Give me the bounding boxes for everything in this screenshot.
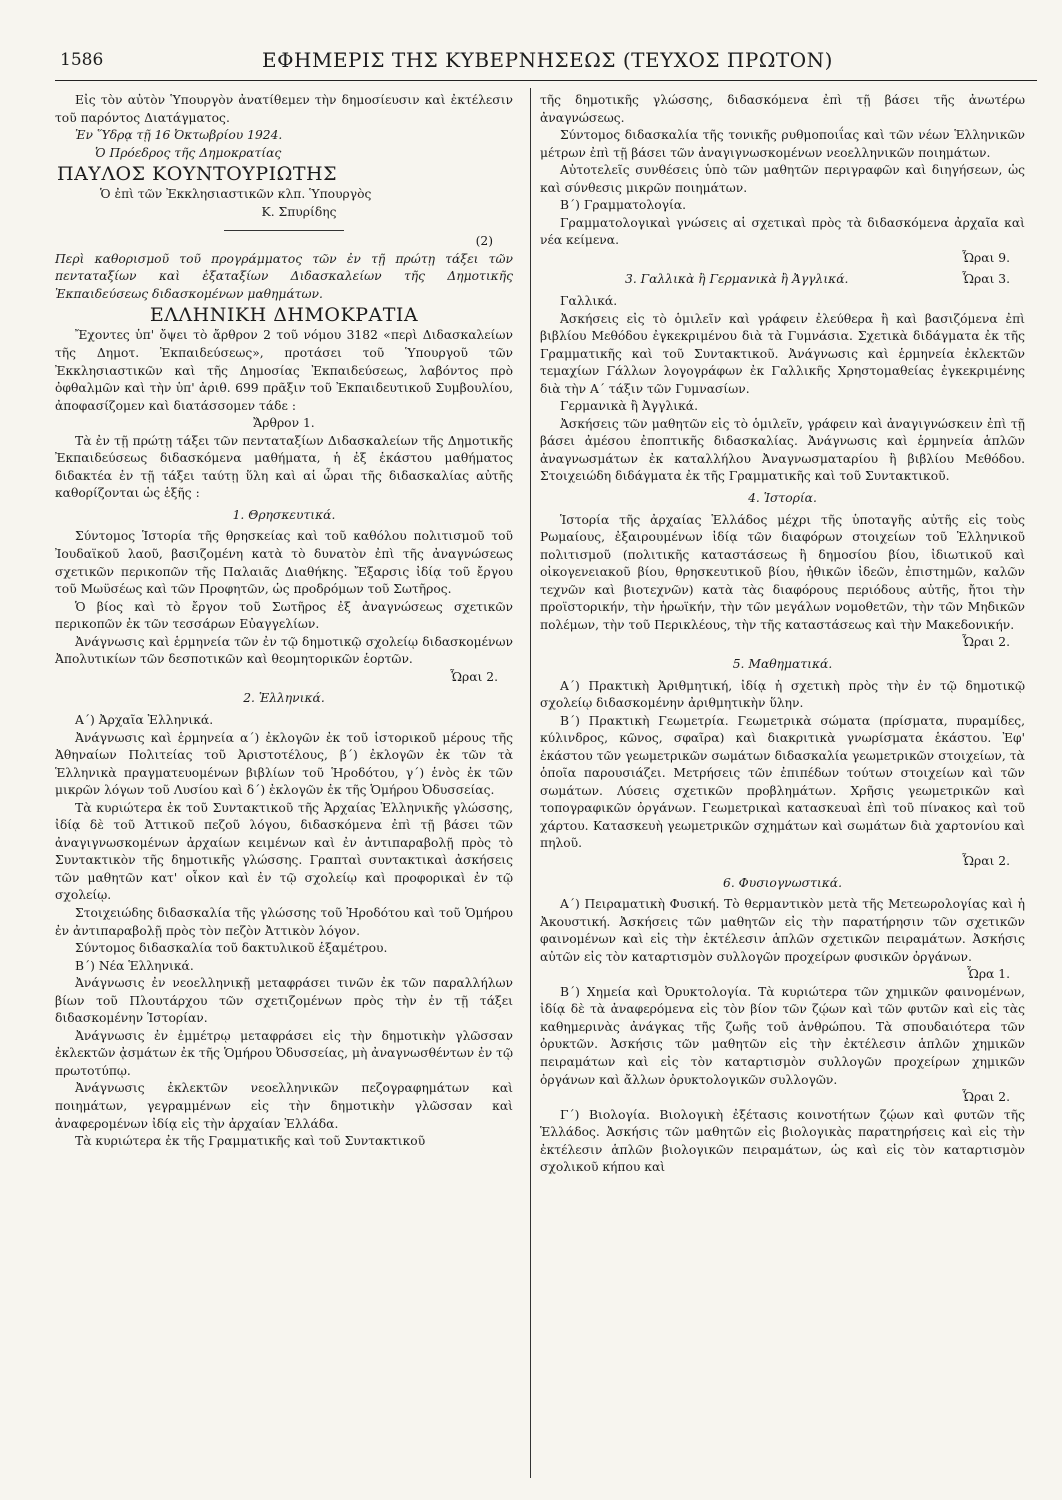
section-rule xyxy=(224,230,344,231)
decree-date: Ἐν Ὕδρᾳ τῇ 16 Ὀκτωβρίου 1924. xyxy=(75,128,283,143)
header-rule xyxy=(55,80,1037,81)
article-text: Τὰ ἐν τῇ πρώτῃ τάξει τῶν πενταταξίων Διδασκαλείων τῆς Δημοτικῆς Ἐκπαιδεύσεως διδασκόμενα μαθήματα, ἡ ἐξ ἑκάστου μαθήματος διδακτέα ἐν τῇ τάξει ταύτῃ ὕλη καὶ αἱ ὧραι τῆς διδασκαλίας αὐτῆς καθορίζονται ὡς ἑξῆς : xyxy=(55,433,513,501)
left-column xyxy=(55,92,513,1151)
continued-paragraph: τῆς δημοτικῆς γλώσσης, διδασκόμενα ἐπὶ τῇ βάσει τῆς ἀνωτέρω ἀναγνώσεως. xyxy=(540,93,1025,125)
literature-title: Β΄) Γραμματολογία. xyxy=(560,198,687,213)
decree-title: Περὶ καθορισμοῦ τοῦ προγράμματος τῶν ἐν τῇ πρώτῃ τάξει τῶν πενταταξίων καὶ ἑξαταξίων Διδασκαλείων τῆς Δημοτικῆς Ἐκπαιδεύσεως διδασκομένων μαθημάτων. xyxy=(55,251,513,301)
section-4-paragraph: Ἱστορία τῆς ἀρχαίας Ἑλλάδος μέχρι τῆς ὑποταγῆς αὐτῆς εἰς τοὺς Ρωμαίους, ἐξαιρουμένων ἰδίᾳ τῶν διαφόρων στοιχείων τοῦ Ἑλληνικοῦ πολιτισμοῦ (πολιτικῆς καταστάσεως ἢ δημοσίου βίου, ἰδιωτικοῦ καὶ οἰκογενειακοῦ βίου, θρησκευτικοῦ βίου, ἠθικῶν ἰδεῶν, ἐπιστημῶν, καλῶν τεχνῶν καὶ βιοτεχνῶν) κατὰ τὰς διαφόρους περιόδους αὐτῆς, ἤτοι τὴν προϊστορικήν, τὴν ἡρωϊκήν, τὴν τῶν μεγάλων νομοθετῶν, τὴν τῶν Μηδικῶν πολέμων, τὴν τοῦ Περικλέους, τὴν τῆς καταστάσεως καὶ τὴν Μακεδονικήν. xyxy=(540,512,1025,632)
column-divider xyxy=(530,88,531,1478)
section-4-hours: Ὧραι 2. xyxy=(962,635,1010,650)
republic-heading: ΕΛΛΗΝΙΚΗ ΔΗΜΟΚΡΑΤΙΑ xyxy=(149,304,419,327)
document-number: (2) xyxy=(475,234,493,249)
article-heading: Ἄρθρον 1. xyxy=(253,416,315,431)
french-title: Γαλλικά. xyxy=(560,294,618,309)
minister-title: Ὁ ἐπὶ τῶν Ἐκκλησιαστικῶν κλπ. Ὑπουργὸς xyxy=(100,187,372,202)
section-2b-paragraph-4: Τὰ κυριώτερα ἐκ τῆς Γραμματικῆς καὶ τοῦ Συντακτικοῦ xyxy=(75,1134,426,1149)
section-1-paragraph-1: Σύντομος Ἱστορία τῆς θρησκείας καὶ τοῦ καθόλου πολιτισμοῦ τοῦ Ἰουδαϊκοῦ λαοῦ, βασιζομένη κατὰ τὸ δυνατὸν ἐπὶ τῆς ἀναγνώσεως σχετικῶν περικοπῶν τῆς Παλαιᾶς Διαθήκης. Ἔξαρσις ἰδίᾳ τοῦ ἔργου τοῦ Μωϋσέως καὶ τῶν Προφητῶν, ὡς προδρόμων τοῦ Σωτῆρος. xyxy=(55,529,513,597)
german-english-title: Γερμανικὰ ἢ Ἀγγλικά. xyxy=(560,399,698,414)
section-2b-paragraph-2: Ἀνάγνωσις ἐν ἐμμέτρῳ μεταφράσει εἰς τὴν δημοτικὴν γλῶσσαν ἐκλεκτῶν ᾀσμάτων ἐκ τῆς Ὁμήρου Ὀδυσσείας, μὴ ἀναγνωσθέντων ἐν τῷ πρωτοτύπῳ. xyxy=(55,1028,513,1078)
section-2b-paragraph-3: Ἀνάγνωσις ἐκλεκτῶν νεοελληνικῶν πεζογραφημάτων καὶ ποιημάτων, γεγραμμένων εἰς τὴν δημοτικὴν γλῶσσαν καὶ ἀναφερομένων ἰδίᾳ εἰς τὴν ἀρχαίαν Ἑλλάδα. xyxy=(55,1081,513,1131)
running-title: ΕΦΗΜΕΡΙΣ ΤΗΣ ΚΥΒΕΡΝΗΣΕΩΣ (ΤΕΥΧΟΣ ΠΡΩΤΟΝ) xyxy=(262,48,833,72)
section-1-hours: Ὧραι 2. xyxy=(450,669,498,684)
french-paragraph: Ἀσκήσεις εἰς τὸ ὁμιλεῖν καὶ γράφειν ἐλεύθερα ἢ καὶ βασιζόμενα ἐπὶ βιβλίου Μεθόδου ἐγκεκριμένου διὰ τὰ Γυμνάσια. Σχετικὰ διδάγματα ἐκ τῆς Γραμματικῆς καὶ τοῦ Συντακτικοῦ. Ἀνάγνωσις καὶ ἑρμηνεία ἐκλεκτῶν τεμαχίων Γάλλων λογογράφων ἐκ Γαλλικῆς Χρηστομαθείας ἐγκεκριμένης διὰ τὴν Α΄ τάξιν τῶν Γυμνασίων. xyxy=(540,311,1025,396)
section-5b-paragraph: Β΄) Πρακτικὴ Γεωμετρία. Γεωμετρικὰ σώματα (πρίσματα, πυραμίδες, κύλινδρος, κῶνος, σφαῖρα) καὶ διακριτικὰ γνωρίσματα ἑκάστου. Ἐφ' ἑκάστου τῶν γεωμετρικῶν σωμάτων διδασκαλία γεωμετρικῶν στοιχείων, τὰ ὁποῖα παρουσιάζει. Μετρήσεις τῶν ἐπιπέδων τούτων στοιχείων καὶ τῶν σωμάτων. Λύσεις σχετικῶν προβλημάτων. Χρῆσις γεωμετρικῶν καὶ τοπογραφικῶν ὀργάνων. Γεωμετρικαὶ κατασκευαὶ ἐπὶ τοῦ πίνακος καὶ τοῦ χάρτου. Κατασκευὴ γεωμετρικῶν σχημάτων καὶ σωμάτων διὰ χαρτονίου καὶ πηλοῦ. xyxy=(540,713,1025,851)
section-2-title: 2. Ἑλληνικά. xyxy=(243,691,325,706)
section-5-title: 5. Μαθηματικά. xyxy=(732,656,833,671)
page-number: 1586 xyxy=(60,50,104,70)
closing-paragraph: Εἰς τὸν αὐτὸν Ὑπουργὸν ἀνατίθεμεν τὴν δημοσίευσιν καὶ ἐκτέλεσιν τοῦ παρόντος Διατάγματος. xyxy=(55,93,513,125)
president-name: ΠΑΥΛΟΣ ΚΟΥΝΤΟΥΡΙΩΤΗΣ xyxy=(57,163,338,186)
section-2b-paragraph-1: Ἀνάγνωσις ἐν νεοελληνικῇ μεταφράσει τινῶν ἐκ τῶν παραλλήλων βίων τοῦ Πλουτάρχου τῶν σχετιζομένων πρὸς τὴν ἐν τῇ τάξει διδασκομένην Ἱστορίαν. xyxy=(55,976,513,1026)
section-2a-paragraph-4: Σύντομος διδασκαλία τοῦ δακτυλικοῦ ἑξαμέτρου. xyxy=(75,941,388,956)
german-english-paragraph: Ἀσκήσεις τῶν μαθητῶν εἰς τὸ ὁμιλεῖν, γράφειν καὶ ἀναγιγνώσκειν ἐπὶ τῇ βάσει ἀμέσου ἐποπτικῆς διδασκαλίας. Ἀνάγνωσις καὶ ἑρμηνεία ἁπλῶν ἀναγνωσμάτων ἐκ καταλλήλου Ἀναγνωσματαρίου ἢ βιβλίου Μεθόδου. Στοιχειώδη διδάγματα ἐκ τῆς Γραμματικῆς καὶ τοῦ Συντακτικοῦ. xyxy=(540,416,1025,484)
section-6-title: 6. Φυσιογνωστικά. xyxy=(723,875,842,890)
section-4-title: 4. Ἱστορία. xyxy=(748,491,817,506)
minister-name: Κ. Σπυρίδης xyxy=(261,204,337,219)
section-6b-hours: Ὧραι 2. xyxy=(962,1090,1010,1105)
section-5a-paragraph: Α΄) Πρακτικὴ Ἀριθμητική, ἰδίᾳ ἡ σχετικὴ πρὸς τὴν ἐν τῷ δημοτικῷ σχολείῳ διδασκομένην ἀριθμητικὴν ὕλην. xyxy=(540,678,1025,711)
right-column xyxy=(540,92,1025,1177)
section-2b-title: Β΄) Νέα Ἑλληνικά. xyxy=(75,958,194,973)
section-6c-paragraph: Γ΄) Βιολογία. Βιολογικὴ ἐξέτασις κοινοτήτων ζῴων καὶ φυτῶν τῆς Ἑλλάδος. Ἀσκήσις τῶν μαθητῶν εἰς βιολογικὰς παρατηρήσεις καὶ εἰς τὴν ἐκτέλεσιν ἁπλῶν βιολογικῶν πειραμάτων, ὡς καὶ εἰς τὸν καταρτισμὸν σχολικοῦ κήπου καὶ xyxy=(540,1107,1025,1175)
page-header xyxy=(60,48,1035,76)
section-2a-title: Α΄) Ἀρχαῖα Ἑλληνικά. xyxy=(75,712,214,727)
section-5-hours: Ὧραι 2. xyxy=(962,853,1010,868)
section-2a-paragraph-3: Στοιχειώδης διδασκαλία τῆς γλώσσης τοῦ Ἡροδότου καὶ τοῦ Ὁμήρου ἐν ἀντιπαραβολῇ πρὸς τὸν πεζὸν Ἀττικὸν λόγον. xyxy=(55,905,513,938)
section-2a-paragraph-1: Ἀνάγνωσις καὶ ἑρμηνεία α΄) ἐκλογῶν ἐκ τοῦ ἱστορικοῦ μέρους τῆς Ἀθηναίων Πολιτείας τοῦ Ἀριστοτέλους, β΄) ἐκλογῶν ἐκ τῶν τὰ Ἑλληνικὰ πραγματευομένων βιβλίων τοῦ Ἡροδότου, γ΄) ἑνὸς ἐκ τῶν μικρῶν λόγων τοῦ Λυσίου καὶ δ΄) ἐκλογῶν ἐκ τῆς Ὁμήρου Ὀδυσσείας. xyxy=(55,730,513,798)
section-6a-paragraph: Α΄) Πειραματικὴ Φυσική. Τὸ θερμαντικὸν μετὰ τῆς Μετεωρολογίας καὶ ἡ Ἀκουστική. Ἀσκήσεις τῶν μαθητῶν εἰς τὴν παρατήρησιν τῶν σχετικῶν φαινομένων καὶ εἰς τὴν ἐκτέλεσιν ἁπλῶν σχετικῶν πειραμάτων. Ἀσκήσις αὐτῶν εἰς τὸν καταρτισμὸν συλλογῶν προχείρων φυσικῶν ὀργάνων. xyxy=(540,897,1025,964)
literature-hours: Ὧραι 9. xyxy=(962,250,1010,265)
composition-paragraph: Αὐτοτελεῖς συνθέσεις ὑπὸ τῶν μαθητῶν περιγραφῶν καὶ διηγήσεων, ὡς καὶ σύνθεσις μικρῶν ποιημάτων. xyxy=(540,163,1025,195)
president-title: Ὁ Πρόεδρος τῆς Δημοκρατίας xyxy=(95,145,282,160)
literature-paragraph: Γραμματολογικαὶ γνώσεις αἱ σχετικαὶ πρὸς τὰ διδασκόμενα ἀρχαῖα καὶ νέα κείμενα. xyxy=(540,215,1025,248)
section-3-hours: Ὧραι 3. xyxy=(962,272,1010,287)
section-3-heading xyxy=(540,271,1025,289)
section-6b-paragraph: Β΄) Χημεία καὶ Ὀρυκτολογία. Τὰ κυριώτερα τῶν χημικῶν φαινομένων, ἰδίᾳ δὲ τὰ ἀναφερόμενα εἰς τὸν βίον τῶν ζῴων καὶ τῶν φυτῶν καὶ εἰς τὰς καθημερινὰς ἀνάγκας τῆς ζωῆς τοῦ ἀνθρώπου. Τὰ σπουδαιότερα τῶν ὀρυκτῶν. Ἀσκήσις τῶν μαθητῶν εἰς τὴν ἐκτέλεσιν ἁπλῶν χημικῶν πειραμάτων καὶ εἰς τὸν καταρτισμὸν συλλογῶν προχείρων χημικῶν ὀργάνων καὶ ἄλλων ὀρυκτολογικῶν συλλογῶν. xyxy=(540,984,1025,1087)
section-1-title: 1. Θρησκευτικά. xyxy=(232,507,336,522)
meter-paragraph: Σύντομος διδασκαλία τῆς τονικῆς ρυθμοποιΐας καὶ τῶν νέων Ἑλληνικῶν μέτρων ἐπὶ τῇ βάσει τῶν ἀναγιγνωσκομένων νεοελληνικῶν ποιημάτων. xyxy=(540,128,1025,160)
preamble: Ἔχοντες ὑπ' ὄψει τὸ ἄρθρον 2 τοῦ νόμου 3182 «περὶ Διδασκαλείων τῆς Δημοτ. Ἐκπαιδεύσεως», προτάσει τοῦ Ὑπουργοῦ τῶν Ἐκκλησιαστικῶν καὶ τῆς Δημοσίας Ἐκπαιδεύσεως, λαβόντος πρὸ ὀφθαλμῶν καὶ τὴν ὑπ' ἀριθ. 699 πρᾶξιν τοῦ Ἐκπαιδευτικοῦ Συμβουλίου, ἀποφασίζομεν καὶ διατάσσομεν τάδε : xyxy=(55,328,513,413)
section-6a-hours: Ὧρα 1. xyxy=(966,967,1010,982)
section-2a-paragraph-2: Τὰ κυριώτερα ἐκ τοῦ Συντακτικοῦ τῆς Ἀρχαίας Ἑλληνικῆς γλώσσης, ἰδίᾳ δὲ τοῦ Ἀττικοῦ πεζοῦ λόγου, διδασκόμενα ἐπὶ τῇ βάσει τῶν ἀναγιγνωσκομένων ἀρχαίων κειμένων καὶ ἐν ἀντιπαραβολῇ πρὸς τὸ Συντακτικὸν τῆς δημοτικῆς γλώσσης. Γραπταὶ συντακτικαὶ ἀσκήσεις τῶν μαθητῶν κατ' οἶκον καὶ ἐν τῷ σχολείῳ καὶ προφορικαὶ ἐν τῷ σχολείῳ. xyxy=(55,800,513,903)
section-1-paragraph-3: Ἀνάγνωσις καὶ ἑρμηνεία τῶν ἐν τῷ δημοτικῷ σχολείῳ διδασκομένων Ἀπολυτικίων τῶν δεσποτικῶν καὶ θεομητορικῶν ἑορτῶν. xyxy=(55,634,513,667)
section-1-paragraph-2: Ὁ βίος καὶ τὸ ἔργον τοῦ Σωτῆρος ἐξ ἀναγνώσεως σχετικῶν περικοπῶν ἐκ τῶν τεσσάρων Εὐαγγελίων. xyxy=(55,599,513,632)
section-3-title: 3. Γαλλικὰ ἢ Γερμανικὰ ἢ Ἀγγλικά. xyxy=(625,272,849,287)
